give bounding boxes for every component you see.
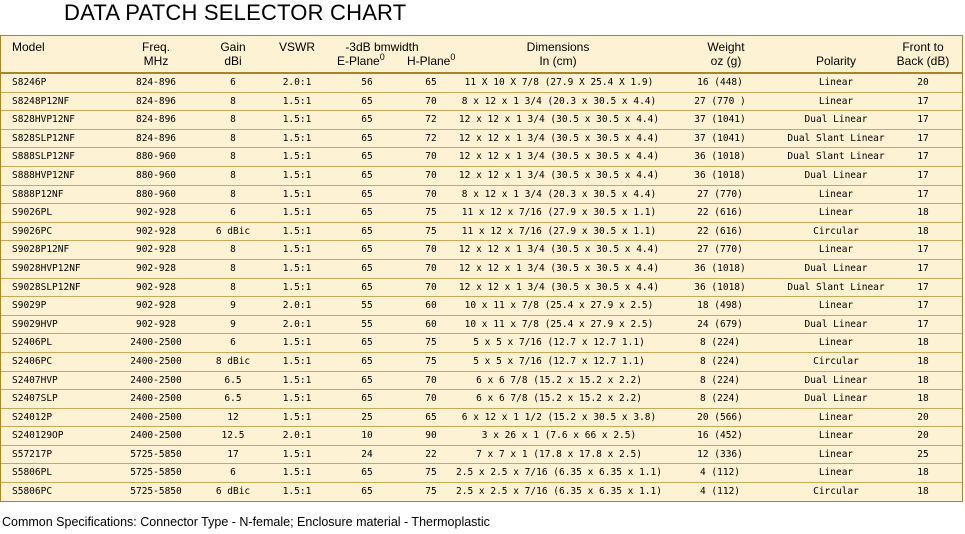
cell-dimensions: 12 x 12 x 1 3/4 (30.5 x 30.5 x 4.4): [458, 244, 660, 256]
cell-dimensions: 2.5 x 2.5 x 7/16 (6.35 x 6.35 x 1.1): [456, 467, 662, 479]
cell-gain: 6 dBic: [215, 486, 251, 498]
cell-frequency: 880-960: [135, 151, 177, 163]
cell-frequency: 902-928: [135, 262, 177, 274]
cell-gain: 9: [230, 318, 236, 330]
cell-weight: 8 (224): [699, 355, 741, 367]
header-front-to-back: Front to: [902, 40, 944, 54]
cell-e-plane: 65: [361, 132, 373, 144]
cell-model: S888HVP12NF: [12, 169, 75, 181]
table-row: [1, 260, 962, 279]
cell-frequency: 902-928: [135, 225, 177, 237]
cell-model: S9029HVP: [12, 318, 58, 330]
cell-gain: 6 dBic: [215, 225, 251, 237]
table-row: [1, 316, 962, 335]
cell-vswr: 1.5:1: [282, 393, 312, 405]
header-dimensions-unit: In (cm): [539, 54, 577, 68]
cell-weight: 36 (1018): [694, 262, 746, 274]
cell-model: S5806PC: [12, 486, 53, 498]
cell-model: S57217P: [12, 448, 53, 460]
cell-dimensions: 3 x 26 x 1 (7.6 x 66 x 2.5): [481, 430, 637, 442]
cell-h-plane: 65: [425, 77, 437, 88]
cell-h-plane: 70: [425, 244, 437, 256]
cell-dimensions: 12 x 12 x 1 3/4 (30.5 x 30.5 x 4.4): [458, 132, 660, 144]
cell-frequency: 2400-2500: [130, 430, 182, 442]
cell-gain: 17: [227, 448, 239, 460]
header-gain: Gain: [220, 40, 246, 54]
header-h-plane: H-Plane$^0$: [407, 52, 456, 68]
selector-table: [0, 35, 963, 502]
cell-h-plane: 70: [425, 169, 437, 181]
cell-front-to-back: 17: [917, 169, 929, 181]
cell-vswr: 1.5:1: [282, 95, 312, 107]
cell-front-to-back: 17: [917, 244, 929, 256]
cell-vswr: 1.5:1: [282, 132, 312, 144]
header-polarity: Polarity: [815, 54, 857, 68]
cell-e-plane: 65: [361, 169, 373, 181]
cell-e-plane: 65: [361, 225, 373, 237]
cell-dimensions: 12 x 12 x 1 3/4 (30.5 x 30.5 x 4.4): [458, 114, 660, 126]
cell-e-plane: 65: [361, 188, 373, 200]
cell-front-to-back: 18: [917, 337, 929, 349]
cell-dimensions: 11 x 12 x 7/16 (27.9 x 30.5 x 1.1): [461, 225, 657, 237]
header-gain-unit: dBi: [224, 54, 242, 68]
cell-vswr: 1.5:1: [282, 262, 312, 274]
cell-gain: 12.5: [221, 430, 245, 442]
table-row: [1, 279, 962, 298]
cell-gain: 8: [230, 244, 236, 256]
cell-polarity: Dual Linear: [804, 318, 868, 330]
cell-model: S2407SLP: [12, 393, 58, 405]
cell-frequency: 2400-2500: [130, 411, 182, 423]
cell-model: S24012P: [12, 411, 53, 423]
cell-e-plane: 65: [361, 207, 373, 219]
table-row: [1, 334, 962, 353]
cell-h-plane: 75: [425, 486, 437, 498]
cell-h-plane: 75: [425, 467, 437, 479]
cell-frequency: 2400-2500: [130, 374, 182, 386]
cell-front-to-back: 18: [917, 486, 929, 498]
cell-vswr: 1.5:1: [282, 169, 312, 181]
table-row: [1, 464, 962, 483]
table-row: [1, 372, 962, 391]
cell-e-plane: 65: [361, 393, 373, 405]
cell-vswr: 1.5:1: [282, 355, 312, 367]
cell-front-to-back: 18: [917, 467, 929, 479]
cell-model: S9028SLP12NF: [12, 281, 81, 293]
cell-vswr: 1.5:1: [282, 225, 312, 237]
cell-model: S8248P12NF: [12, 95, 70, 107]
cell-e-plane: 65: [361, 114, 373, 126]
cell-model: S9028HVP12NF: [12, 262, 81, 274]
cell-e-plane: 65: [361, 244, 373, 256]
cell-h-plane: 60: [425, 318, 437, 330]
cell-frequency: 2400-2500: [130, 337, 182, 349]
cell-frequency: 824-896: [135, 132, 177, 144]
cell-frequency: 902-928: [135, 281, 177, 293]
table-row: [1, 390, 962, 409]
cell-front-to-back: 25: [917, 448, 929, 460]
table-row: [1, 297, 962, 316]
cell-weight: 36 (1018): [694, 151, 746, 163]
table-row: [1, 241, 962, 260]
cell-dimensions: 5 x 5 x 7/16 (12.7 x 12.7 1.1): [473, 355, 645, 367]
cell-model: S888SLP12NF: [12, 151, 75, 163]
cell-gain: 8: [230, 281, 236, 293]
cell-polarity: Dual Slant Linear: [787, 151, 885, 163]
cell-weight: 37 (1041): [694, 132, 746, 144]
cell-frequency: 880-960: [135, 169, 177, 181]
table-header: [1, 36, 962, 74]
table-row: [1, 483, 962, 502]
cell-frequency: 5725-5850: [130, 448, 182, 460]
cell-e-plane: 55: [361, 318, 373, 330]
cell-vswr: 1.5:1: [282, 337, 312, 349]
header-weight: Weight: [707, 40, 745, 54]
cell-e-plane: 10: [361, 430, 373, 442]
cell-front-to-back: 18: [917, 207, 929, 219]
cell-polarity: Circular: [813, 355, 859, 367]
table-row: [1, 186, 962, 205]
cell-front-to-back: 17: [917, 281, 929, 293]
cell-e-plane: 65: [361, 355, 373, 367]
cell-front-to-back: 20: [917, 430, 929, 442]
cell-weight: 37 (1041): [694, 114, 746, 126]
cell-model: S2406PL: [12, 337, 53, 349]
table-row: [1, 130, 962, 149]
cell-dimensions: 8 x 12 x 1 3/4 (20.3 x 30.5 x 4.4): [461, 95, 657, 107]
cell-vswr: 1.5:1: [282, 207, 312, 219]
cell-gain: 8: [230, 132, 236, 144]
header-freq-unit: MHz: [143, 54, 169, 68]
cell-h-plane: 70: [425, 393, 437, 405]
cell-dimensions: 2.5 x 2.5 x 7/16 (6.35 x 6.35 x 1.1): [456, 486, 662, 498]
cell-model: S9026PL: [12, 207, 53, 219]
table-row: [1, 148, 962, 167]
header-freq: Freq.: [141, 40, 171, 54]
cell-frequency: 5725-5850: [130, 467, 182, 479]
cell-model: S828SLP12NF: [12, 132, 75, 144]
cell-polarity: Circular: [813, 225, 859, 237]
table-row: [1, 111, 962, 130]
cell-model: S9026PC: [12, 225, 53, 237]
cell-front-to-back: 20: [917, 77, 929, 88]
cell-h-plane: 72: [425, 114, 437, 126]
cell-front-to-back: 17: [917, 95, 929, 107]
cell-model: S8246P: [12, 77, 47, 88]
cell-gain: 8 dBic: [215, 355, 251, 367]
cell-e-plane: 65: [361, 95, 373, 107]
cell-h-plane: 22: [425, 448, 437, 460]
cell-gain: 8: [230, 114, 236, 126]
cell-dimensions: 6 x 6 7/8 (15.2 x 15.2 x 2.2): [476, 393, 642, 405]
cell-dimensions: 5 x 5 x 7/16 (12.7 x 12.7 1.1): [473, 337, 645, 349]
cell-weight: 22 (616): [697, 207, 743, 219]
cell-e-plane: 65: [361, 262, 373, 274]
cell-vswr: 2.0:1: [282, 77, 312, 88]
cell-polarity: Dual Linear: [804, 374, 868, 386]
cell-frequency: 824-896: [135, 95, 177, 107]
page-title: DATA PATCH SELECTOR CHART: [64, 0, 407, 25]
cell-polarity: Linear: [818, 207, 854, 219]
cell-dimensions: 10 x 11 x 7/8 (25.4 x 27.9 x 2.5): [464, 300, 654, 312]
cell-h-plane: 90: [425, 430, 437, 442]
cell-frequency: 902-928: [135, 300, 177, 312]
cell-dimensions: 8 x 12 x 1 3/4 (20.3 x 30.5 x 4.4): [461, 188, 657, 200]
cell-gain: 8: [230, 262, 236, 274]
cell-front-to-back: 17: [917, 151, 929, 163]
cell-vswr: 1.5:1: [282, 411, 312, 423]
cell-h-plane: 65: [425, 411, 437, 423]
cell-e-plane: 65: [361, 467, 373, 479]
cell-front-to-back: 18: [917, 393, 929, 405]
cell-weight: 20 (566): [697, 411, 743, 423]
header-model: Model: [12, 40, 45, 54]
header-vswr: VSWR: [279, 40, 315, 54]
cell-e-plane: 55: [361, 300, 373, 312]
cell-weight: 27 (770): [697, 244, 743, 256]
cell-weight: 8 (224): [699, 393, 741, 405]
cell-front-to-back: 17: [917, 132, 929, 144]
cell-front-to-back: 17: [917, 188, 929, 200]
cell-gain: 6.5: [224, 374, 242, 386]
header-dimensions: Dimensions: [526, 40, 590, 54]
cell-weight: 4 (112): [699, 486, 741, 498]
cell-e-plane: 24: [361, 448, 373, 460]
cell-frequency: 902-928: [135, 318, 177, 330]
cell-vswr: 1.5:1: [282, 281, 312, 293]
cell-polarity: Dual Linear: [804, 262, 868, 274]
cell-weight: 12 (336): [697, 448, 743, 460]
cell-dimensions: 7 x 7 x 1 (17.8 x 17.8 x 2.5): [476, 448, 642, 460]
cell-frequency: 824-896: [135, 77, 177, 88]
cell-vswr: 2.0:1: [282, 300, 312, 312]
cell-polarity: Linear: [818, 337, 854, 349]
cell-gain: 8: [230, 188, 236, 200]
header-weight-unit: oz (g): [710, 54, 742, 68]
cell-front-to-back: 17: [917, 114, 929, 126]
table-row: [1, 204, 962, 223]
cell-gain: 8: [230, 95, 236, 107]
cell-vswr: 1.5:1: [282, 151, 312, 163]
cell-e-plane: 56: [361, 77, 373, 88]
cell-h-plane: 75: [425, 207, 437, 219]
cell-gain: 6.5: [224, 393, 242, 405]
cell-vswr: 1.5:1: [282, 486, 312, 498]
table-row: [1, 223, 962, 242]
cell-dimensions: 12 x 12 x 1 3/4 (30.5 x 30.5 x 4.4): [458, 262, 660, 274]
cell-vswr: 2.0:1: [282, 318, 312, 330]
cell-dimensions: 11 x 12 x 7/16 (27.9 x 30.5 x 1.1): [461, 207, 657, 219]
cell-e-plane: 65: [361, 486, 373, 498]
cell-front-to-back: 18: [917, 225, 929, 237]
cell-polarity: Dual Linear: [804, 114, 868, 126]
cell-polarity: Dual Linear: [804, 393, 868, 405]
table-row: [1, 446, 962, 465]
cell-weight: 36 (1018): [694, 169, 746, 181]
common-specifications: Common Specifications: Connector Type - N-female; Enclosure material - Thermoplastic: [2, 515, 490, 529]
cell-h-plane: 72: [425, 132, 437, 144]
table-row: [1, 353, 962, 372]
cell-polarity: Linear: [818, 77, 854, 88]
cell-e-plane: 25: [361, 411, 373, 423]
cell-gain: 9: [230, 300, 236, 312]
cell-weight: 27 (770): [697, 188, 743, 200]
cell-polarity: Linear: [818, 430, 854, 442]
cell-vswr: 1.5:1: [282, 244, 312, 256]
cell-polarity: Linear: [818, 244, 854, 256]
cell-weight: 16 (448): [697, 77, 743, 88]
cell-weight: 8 (224): [699, 374, 741, 386]
cell-polarity: Linear: [818, 95, 854, 107]
cell-front-to-back: 17: [917, 262, 929, 274]
cell-gain: 6: [230, 77, 236, 88]
cell-model: S9028P12NF: [12, 244, 70, 256]
cell-dimensions: 10 x 11 x 7/8 (25.4 x 27.9 x 2.5): [464, 318, 654, 330]
cell-h-plane: 75: [425, 337, 437, 349]
cell-vswr: 1.5:1: [282, 374, 312, 386]
cell-h-plane: 70: [425, 188, 437, 200]
cell-dimensions: 12 x 12 x 1 3/4 (30.5 x 30.5 x 4.4): [458, 169, 660, 181]
cell-gain: 6: [230, 337, 236, 349]
cell-frequency: 880-960: [135, 188, 177, 200]
table-body: [1, 74, 962, 502]
cell-gain: 12: [227, 411, 239, 423]
cell-polarity: Dual Linear: [804, 169, 868, 181]
cell-dimensions: 11 X 10 X 7/8 (27.9 X 25.4 X 1.9): [464, 77, 654, 88]
cell-weight: 18 (498): [697, 300, 743, 312]
cell-model: S2406PC: [12, 355, 53, 367]
cell-front-to-back: 20: [917, 411, 929, 423]
cell-e-plane: 65: [361, 151, 373, 163]
cell-frequency: 902-928: [135, 207, 177, 219]
cell-frequency: 824-896: [135, 114, 177, 126]
cell-gain: 8: [230, 151, 236, 163]
cell-h-plane: 70: [425, 262, 437, 274]
cell-e-plane: 65: [361, 374, 373, 386]
cell-vswr: 1.5:1: [282, 114, 312, 126]
cell-polarity: Dual Slant Linear: [787, 281, 885, 293]
cell-dimensions: 12 x 12 x 1 3/4 (30.5 x 30.5 x 4.4): [458, 281, 660, 293]
cell-weight: 4 (112): [699, 467, 741, 479]
cell-dimensions: 6 x 12 x 1 1/2 (15.2 x 30.5 x 3.8): [461, 411, 657, 423]
cell-weight: 16 (452): [697, 430, 743, 442]
cell-weight: 27 (770 ): [694, 95, 746, 107]
cell-gain: 8: [230, 169, 236, 181]
cell-weight: 24 (679): [697, 318, 743, 330]
cell-h-plane: 70: [425, 281, 437, 293]
cell-h-plane: 70: [425, 151, 437, 163]
header-e-plane: E-Plane$^0$: [337, 52, 385, 68]
cell-front-to-back: 18: [917, 355, 929, 367]
cell-model: S240129OP: [12, 430, 64, 442]
cell-h-plane: 70: [425, 95, 437, 107]
table-row: [1, 93, 962, 112]
cell-e-plane: 65: [361, 337, 373, 349]
header-front-to-back-unit: Back (dB): [896, 54, 950, 68]
cell-h-plane: 60: [425, 300, 437, 312]
cell-frequency: 5725-5850: [130, 486, 182, 498]
cell-h-plane: 75: [425, 355, 437, 367]
cell-dimensions: 6 x 6 7/8 (15.2 x 15.2 x 2.2): [476, 374, 642, 386]
cell-vswr: 1.5:1: [282, 467, 312, 479]
table-row: [1, 167, 962, 186]
cell-weight: 8 (224): [699, 337, 741, 349]
cell-polarity: Linear: [818, 467, 854, 479]
cell-h-plane: 70: [425, 374, 437, 386]
cell-vswr: 1.5:1: [282, 188, 312, 200]
cell-model: S5806PL: [12, 467, 53, 479]
cell-h-plane: 75: [425, 225, 437, 237]
cell-model: S828HVP12NF: [12, 114, 75, 126]
cell-front-to-back: 17: [917, 300, 929, 312]
table-row: [1, 74, 962, 93]
cell-vswr: 2.0:1: [282, 430, 312, 442]
cell-model: S888P12NF: [12, 188, 64, 200]
cell-polarity: Linear: [818, 448, 854, 460]
header-beamwidth: -3dB bmwidth: [345, 40, 419, 54]
cell-e-plane: 65: [361, 281, 373, 293]
cell-model: S9029P: [12, 300, 47, 312]
cell-polarity: Linear: [818, 411, 854, 423]
cell-dimensions: 12 x 12 x 1 3/4 (30.5 x 30.5 x 4.4): [458, 151, 660, 163]
cell-gain: 6: [230, 207, 236, 219]
cell-polarity: Circular: [813, 486, 859, 498]
cell-gain: 6: [230, 467, 236, 479]
table-row: [1, 409, 962, 428]
cell-polarity: Linear: [818, 188, 854, 200]
table-row: [1, 427, 962, 446]
cell-frequency: 2400-2500: [130, 355, 182, 367]
cell-frequency: 2400-2500: [130, 393, 182, 405]
cell-model: S2407HVP: [12, 374, 58, 386]
cell-front-to-back: 18: [917, 374, 929, 386]
cell-vswr: 1.5:1: [282, 448, 312, 460]
cell-front-to-back: 17: [917, 318, 929, 330]
cell-frequency: 902-928: [135, 244, 177, 256]
cell-polarity: Dual Slant Linear: [787, 132, 885, 144]
cell-weight: 36 (1018): [694, 281, 746, 293]
cell-polarity: Linear: [818, 300, 854, 312]
cell-weight: 22 (616): [697, 225, 743, 237]
